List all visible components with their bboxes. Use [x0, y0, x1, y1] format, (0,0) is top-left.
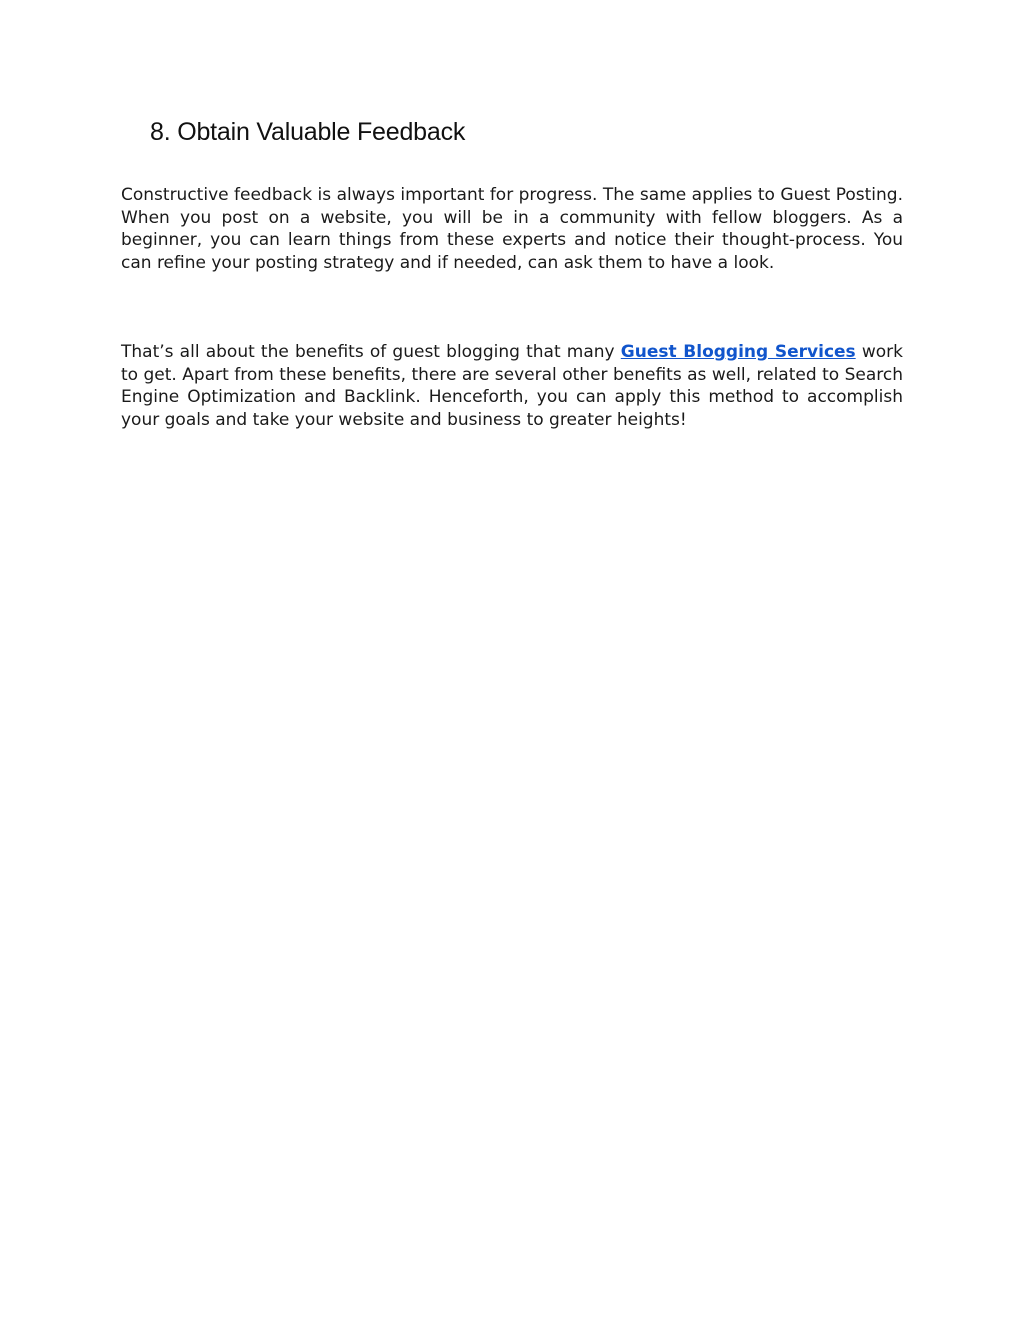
summary-text-before-link: That’s all about the benefits of guest blogging that many: [121, 342, 621, 362]
summary-paragraph: [121, 341, 903, 431]
summary-text-after-link: work to get. Apart from these benefits, there are several other benefits as well, related to Search Engine Optimization and Backlink. Henceforth, you can apply this method to accomplish your goals and take your website and business to greater heights!: [121, 342, 903, 430]
guest-blogging-services-link[interactable]: Guest Blogging Services: [620, 342, 856, 362]
feedback-paragraph: Constructive feedback is always important for progress. The same applies to Guest Posting. When you post on a website, you will be in a community with fellow bloggers. As a beginner, you can learn things from these experts and notice their thought-process. You can refine your posting strategy and if needed, can ask them to have a look.: [121, 185, 903, 273]
section-heading: 8. Obtain Valuable Feedback: [150, 118, 466, 146]
